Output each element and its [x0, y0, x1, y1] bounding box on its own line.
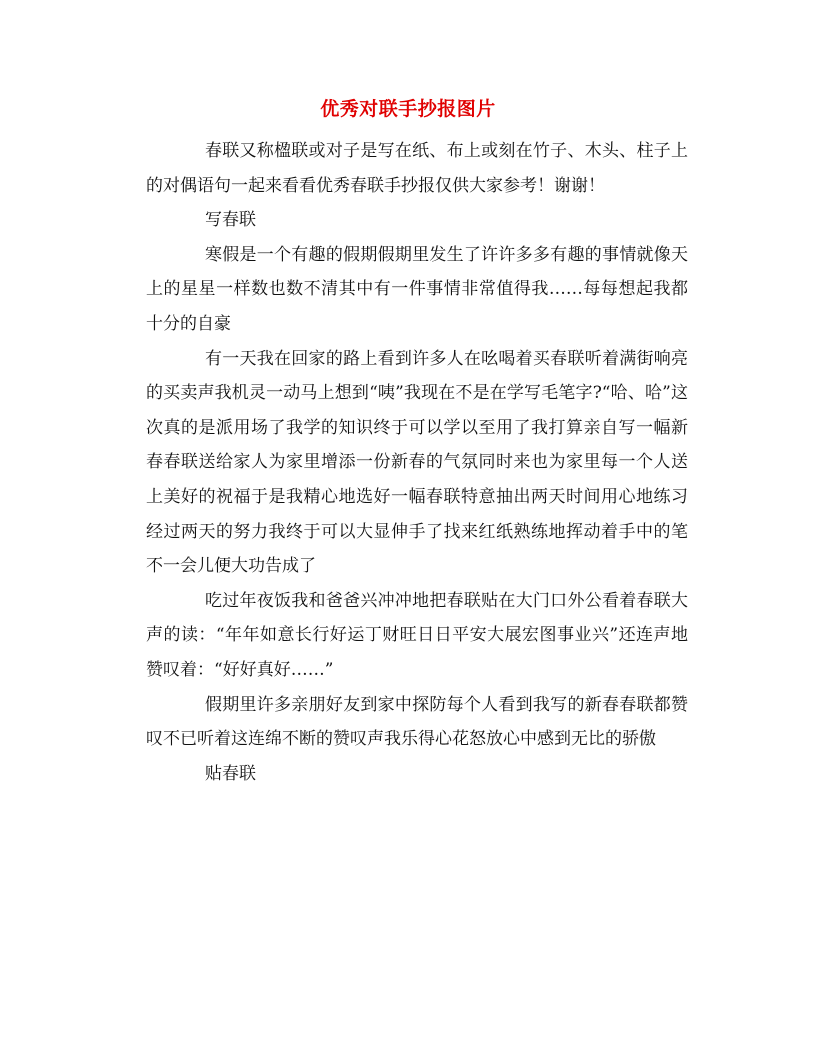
document-body — [146, 134, 688, 791]
document-title: 优秀对联手抄报图片 — [320, 98, 496, 120]
paragraph: 寒假是一个有趣的假期假期里发生了许许多多有趣的事情就像天上的星星一样数也数不清其中有一件事情非常值得我……每每想起我都十分的自豪 — [146, 244, 688, 334]
paragraph: 有一天我在回家的路上看到许多人在吆喝着买春联听着满街响亮的买卖声我机灵一动马上想到“咦”我现在不是在学写毛笔字?“哈、哈”这次真的是派用场了我学的知识终于可以学以至用了我打算亲自写一幅新春春联送给家人为家里增添一份新春的气氛同时来也为家里每一个人送上美好的祝福于是我精心地选好一幅春联特意抽出两天时间用心地练习经过两天的努力我终于可以大显伸手了找来红纸熟练地挥动着手中的笔不一会儿便大功告成了 — [146, 348, 688, 577]
paragraph: 假期里许多亲朋好友到家中探防每个人看到我写的新春春联都赞叹不已听着这连绵不断的赞叹声我乐得心花怒放心中感到无比的骄傲 — [146, 694, 688, 750]
paragraph: 吃过年夜饭我和爸爸兴冲冲地把春联贴在大门口外公看着春联大声的读：“年年如意长行好运丁财旺日日平安大展宏图事业兴”还连声地赞叹着：“好好真好……” — [146, 590, 688, 680]
paragraph-intro: 春联又称楹联或对子是写在纸、布上或刻在竹子、木头、柱子上的对偶语句一起来看看优秀春联手抄报仅供大家参考！谢谢！ — [146, 141, 688, 196]
section-heading-paste: 贴春联 — [205, 763, 256, 784]
section-heading-write: 写春联 — [205, 210, 256, 231]
